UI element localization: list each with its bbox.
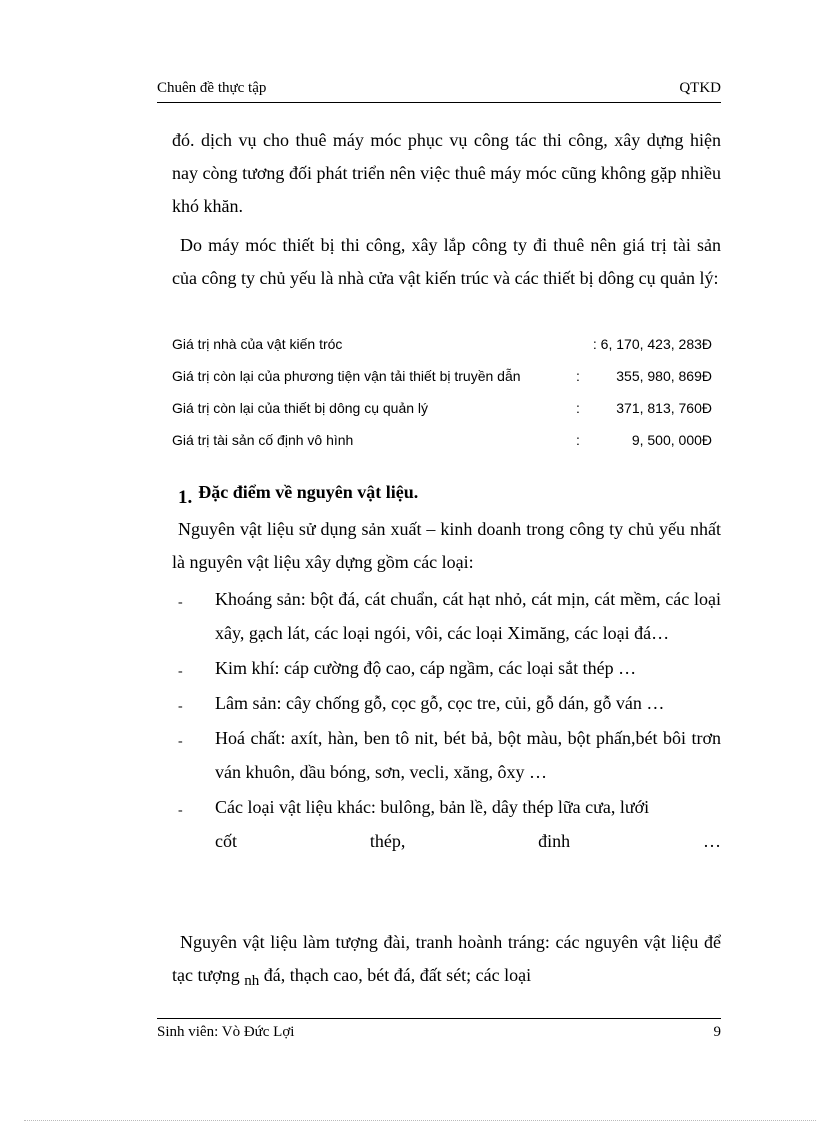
paragraph-monument-materials (172, 926, 721, 994)
spread-word: đinh (538, 831, 571, 851)
page-number: 9 (713, 1024, 721, 1040)
asset-value-list (172, 333, 712, 461)
asset-value: 355, 980, 869Đ (616, 368, 712, 384)
asset-value: 371, 813, 760Đ (616, 400, 712, 416)
asset-value: : 6, 170, 423, 283Đ (592, 336, 712, 352)
list-bullet: - (178, 664, 183, 679)
materials-list (178, 582, 721, 859)
list-item-text: Kim khí: cáp cường độ cao, cáp ngầm, các loại sắt thép … (215, 658, 637, 678)
asset-colon: : (576, 400, 580, 416)
paragraph-text: Nguyên vật liệu làm tượng đài, tranh hoành tráng: các nguyên vật liệu để tạc tượng (172, 932, 721, 985)
list-item-text: Hoá chất: axít, hàn, ben tô nit, bét bả, bột màu, bột phấn,bét bôi trơn ván khuôn, dầu bóng, sơn, vecli, xăng, ôxy … (215, 728, 721, 782)
section-number: 1. (178, 487, 193, 508)
paragraph-fragment: nh (244, 973, 260, 989)
asset-colon: : (576, 368, 580, 384)
list-bullet: - (178, 803, 183, 818)
list-bullet: - (178, 595, 183, 610)
page-header (157, 80, 721, 103)
list-item-other-materials (178, 790, 721, 858)
list-item-text: Lâm sản: cây chống gỗ, cọc gỗ, cọc tre, củi, gỗ dán, gỗ ván … (215, 693, 665, 713)
paragraph-asset-intro: Do máy móc thiết bị thi công, xây lắp công ty đi thuê nên giá trị tài sản của công ty chủ yếu là nhà cửa vật kiến trúc và các thiết bị dông cụ quản lý: (172, 235, 721, 288)
paragraph-materials-intro: Nguyên vật liệu sử dụng sản xuất – kinh doanh trong công ty chủ yếu nhất là nguyên vật liệu xây dựng gồm các loại: (172, 519, 721, 572)
spread-word: … (703, 831, 721, 851)
section-title: Đặc điểm về nguyên vật liệu. (198, 482, 419, 502)
asset-label: Giá trị còn lại của phương tiện vận tải thiết bị truyền dẫn (172, 368, 521, 384)
spread-word: cốt (215, 831, 237, 851)
header-title: Chuên đề thực tập (157, 80, 267, 96)
list-bullet: - (178, 734, 183, 749)
list-item-metals (178, 651, 721, 685)
list-bullet: - (178, 699, 183, 714)
asset-row-transport (172, 365, 712, 397)
asset-row-intangible (172, 429, 712, 461)
paragraph-rental-services: đó. dịch vụ cho thuê máy móc phục vụ công tác thi công, xây dựng hiện nay còng tương đối phát triển nên việc thuê máy móc cũng không gặp nhiều khó khăn. (172, 130, 721, 216)
footer-student-name: Sinh viên: Vò Đức Lợi (157, 1024, 295, 1040)
list-item-text: Khoáng sản: bột đá, cát chuẩn, cát hạt nhỏ, cát mịn, cát mềm, các loại xây, gạch lát, các loại ngói, vôi, các loại Ximăng, các loại đá… (215, 589, 721, 643)
spread-word: thép, (369, 831, 406, 851)
list-item-text: Các loại vật liệu khác: bulông, bản lề, dây thép lữa cưa, lưới (215, 797, 650, 817)
list-item-minerals (178, 582, 721, 650)
list-item-text-spread (215, 824, 721, 858)
asset-row-buildings (172, 333, 712, 365)
paragraph-text: đá, thạch cao, bét đá, đất sét; các loại (263, 965, 532, 985)
list-item-timber (178, 686, 721, 720)
asset-label: Giá trị tài sản cố định vô hình (172, 432, 354, 448)
asset-label: Giá trị còn lại của thiết bị dông cụ quản lý (172, 400, 429, 416)
asset-colon: : (576, 432, 580, 448)
asset-row-equipment (172, 397, 712, 429)
page-footer (157, 1018, 721, 1040)
asset-value: 9, 500, 000Đ (631, 432, 712, 448)
header-department: QTKD (679, 80, 721, 96)
section-heading (178, 482, 419, 508)
asset-label: Giá trị nhà của vật kiến tróc (172, 336, 343, 352)
list-item-chemicals (178, 721, 721, 789)
page-bottom-divider (24, 1120, 816, 1121)
